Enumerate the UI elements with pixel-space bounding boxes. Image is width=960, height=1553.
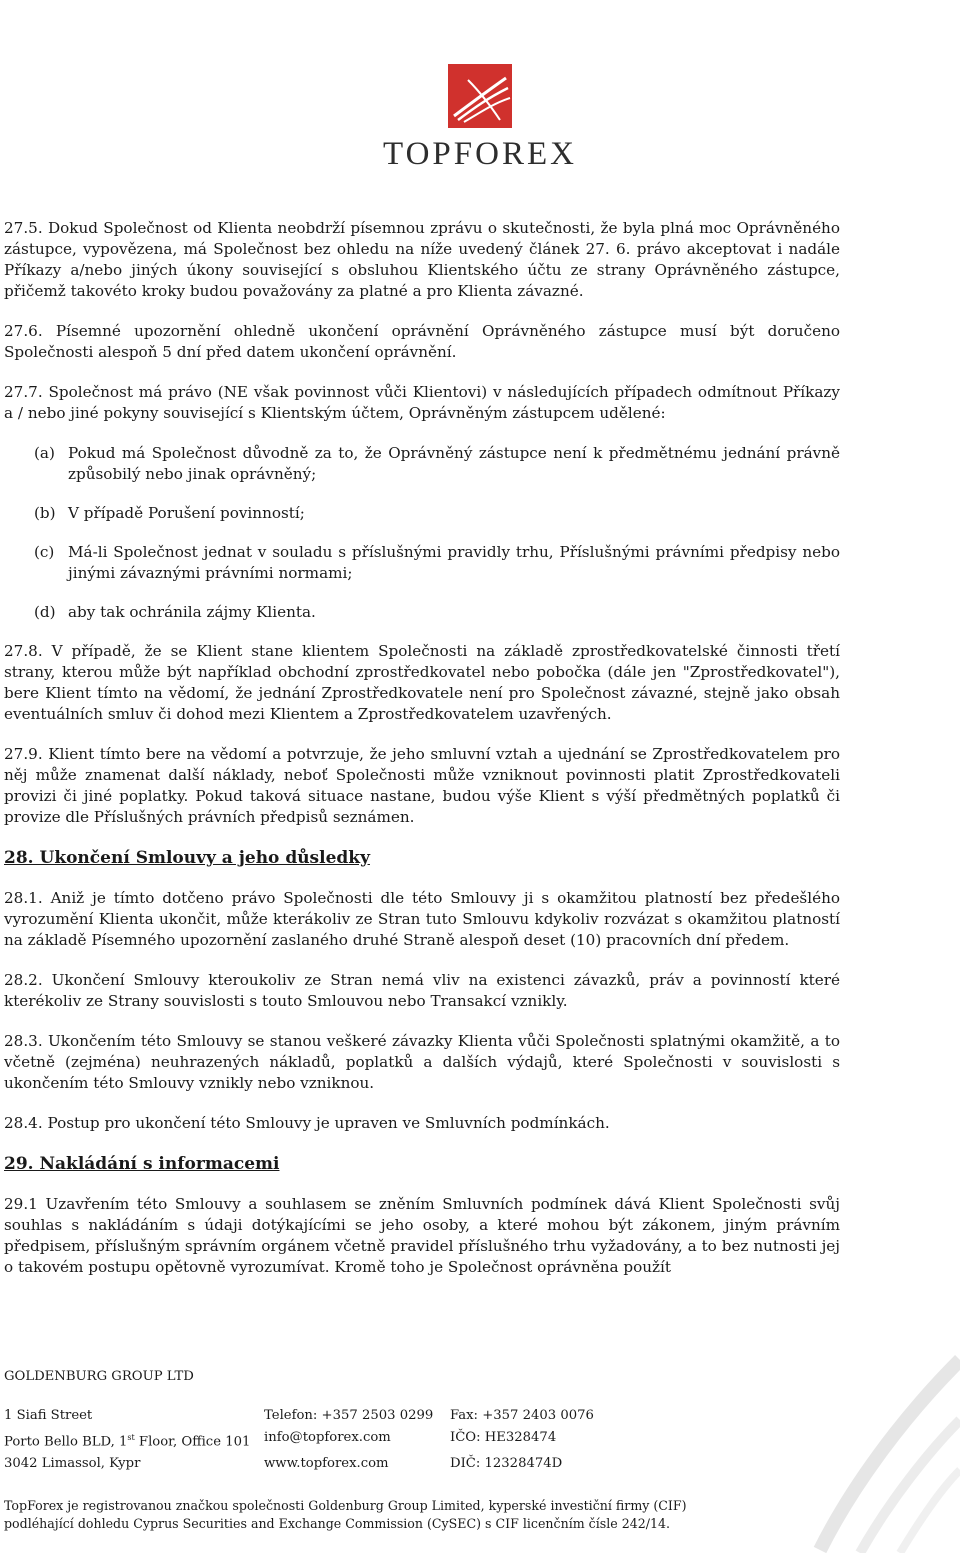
list-item-label: (c) bbox=[34, 543, 55, 561]
footer-contact-grid bbox=[4, 1405, 954, 1475]
list-item-label: (d) bbox=[34, 603, 56, 621]
paragraph-28-4: 28.4. Postup pro ukončení této Smlouvy je upraven ve Smluvních podmínkách. bbox=[4, 1114, 610, 1132]
footer-dic: DIČ: 12328474D bbox=[450, 1456, 563, 1472]
paragraph-29-1: 29.1 Uzavřením této Smlouvy a souhlasem se zněním Smluvních podmínek dává Klient Společnosti svůj souhlas s nakládáním s údaji dotýkajícími se jeho osoby, a které mohou být zákonem, jiným právním předpisem, příslušným správním orgánem včetně pravidel příslušného trhu vyžadovány, a to bez nutnosti jej o takovém postupu opětovně vyrozumívat. Kromě toho je Společnost oprávněna použít bbox=[4, 1195, 840, 1276]
list-item-text: Má-li Společnost jednat v souladu s příslušnými pravidly trhu, Příslušnými právními předpisy nebo jinými závaznými právními normami; bbox=[68, 543, 840, 582]
section-heading-29: 29. Nakládání s informacemi bbox=[4, 1154, 280, 1174]
paragraph-27-6: 27.6. Písemné upozornění ohledně ukončení oprávnění Oprávněného zástupce musí být doručeno Společnosti alespoň 5 dní před datem ukončení oprávnění. bbox=[4, 322, 840, 361]
footer-legal-notice bbox=[4, 1497, 904, 1533]
footer-legal-line1: TopForex je registrovanou značkou společnosti Goldenburg Group Limited, kyperské investiční firmy (CIF) bbox=[4, 1498, 687, 1513]
list-item-text: aby tak ochránila zájmy Klienta. bbox=[68, 603, 316, 621]
paragraph-27-5: 27.5. Dokud Společnost od Klienta neobdrží písemnou zprávu o skutečnosti, že byla plná moc Oprávněného zástupce, vypovězena, má Společnost bez ohledu na níže uvedený článek 27. 6. právo akceptovat i nadále Příkazy a/nebo jiných úkony související s obsluhou Klientského účtu ze strany Oprávněného zástupce, přičemž takovéto kroky budou považovány za platné a pro Klienta závazné. bbox=[4, 219, 840, 300]
paragraph-27-9: 27.9. Klient tímto bere na vědomí a potvrzuje, že jeho smluvní vztah a ujednání se Zprostředkovatelem pro něj může znamenat další náklady, neboť Společnosti může vzniknout povinnosti platit Zprostředkovateli provizi či jiné poplatky. Pokud taková situace nastane, budou výše Klient s výší předmětných poplatků či provize dle Příslušných právních předpisů seznámen. bbox=[4, 745, 840, 826]
paragraph-28-1: 28.1. Aniž je tímto dotčeno právo Společnosti dle této Smlouvy ji s okamžitou platností bez předešlého vyrozumění Klienta ukončit, může kterákoliv ze Stran tuto Smlouvu kdykoliv rozvázat s okamžitou platností na základě Písemného upozornění zaslaného druhé Straně alespoň deset (10) pracovních dní předem. bbox=[4, 889, 840, 949]
company-logo bbox=[0, 64, 960, 173]
list-item bbox=[4, 602, 840, 623]
document-body bbox=[4, 218, 840, 1297]
logo-wordmark: TOPFOREX bbox=[383, 136, 577, 172]
footer-ico: IČO: HE328474 bbox=[450, 1430, 557, 1445]
page-footer bbox=[4, 1366, 954, 1475]
refusal-list bbox=[4, 443, 840, 623]
footer-address-line2-sup: st bbox=[127, 1433, 135, 1442]
list-item-text: Pokud má Společnost důvodně za to, že Oprávněný zástupce není k předmětnému jednání právně způsobilý nebo jinak oprávněný; bbox=[68, 444, 840, 483]
footer-address-line2-part: Porto Bello BLD, 1 bbox=[4, 1434, 128, 1450]
paragraph-28-2: 28.2. Ukončení Smlouvy kteroukoliv ze Stran nemá vliv na existenci závazků, práv a povinností které kterékoliv ze Strany souvislosti s touto Smlouvou nebo Transakcí vznikly. bbox=[4, 971, 840, 1010]
paragraph-28-3: 28.3. Ukončením této Smlouvy se stanou veškeré závazky Klienta vůči Společnosti splatnými okamžitě, a to včetně (zejména) neuhrazených nákladů, poplatků a dalších výdajů, které Společnosti v souvislosti s ukončením této Smlouvy vznikly nebo vzniknou. bbox=[4, 1032, 840, 1092]
list-item bbox=[4, 542, 840, 584]
list-item bbox=[4, 443, 840, 485]
list-item bbox=[4, 503, 840, 524]
footer-fax: Fax: +357 2403 0076 bbox=[450, 1408, 594, 1423]
footer-email-link[interactable]: info@topforex.com bbox=[264, 1430, 391, 1445]
footer-web-link[interactable]: www.topforex.com bbox=[264, 1456, 389, 1472]
paragraph-27-8: 27.8. V případě, že se Klient stane klientem Společnosti na základě zprostředkovatelské činnosti třetí strany, kterou může být například obchodní zprostředkovatel nebo pobočka (dále jen "Zprostředkovatel"), bere Klient tímto na vědomí, že jednání Zprostředkovatele není pro Společnost závazné, stejně jako obsah eventuálních smluv či dohod mezi Klientem a Zprostředkovatelem uzavřených. bbox=[4, 642, 840, 723]
topforex-logo-mark bbox=[448, 64, 512, 128]
footer-company-name: GOLDENBURG GROUP LTD bbox=[4, 1369, 194, 1384]
list-item-label: (b) bbox=[34, 504, 56, 522]
paragraph-27-7: 27.7. Společnost má právo (NE však povinnost vůči Klientovi) v následujících případech odmítnout Příkazy a / nebo jiné pokyny související s Klientským účtem, Oprávněným zástupcem udělené: bbox=[4, 383, 840, 422]
list-item-text: V případě Porušení povinností; bbox=[68, 504, 305, 522]
list-item-label: (a) bbox=[34, 444, 55, 462]
footer-address-line2 bbox=[4, 1427, 264, 1453]
section-heading-28: 28. Ukončení Smlouvy a jeho důsledky bbox=[4, 848, 370, 868]
footer-phone: Telefon: +357 2503 0299 bbox=[264, 1408, 434, 1423]
footer-address-line3: 3042 Limassol, Kypr bbox=[4, 1456, 141, 1472]
footer-address-line2-part: Floor, Office 101 bbox=[134, 1434, 251, 1450]
footer-address-line1: 1 Siafi Street bbox=[4, 1408, 93, 1423]
footer-legal-line2: podléhající dohledu Cyprus Securities and Exchange Commission (CySEC) s CIF licenčním čísle 242/14. bbox=[4, 1516, 671, 1531]
